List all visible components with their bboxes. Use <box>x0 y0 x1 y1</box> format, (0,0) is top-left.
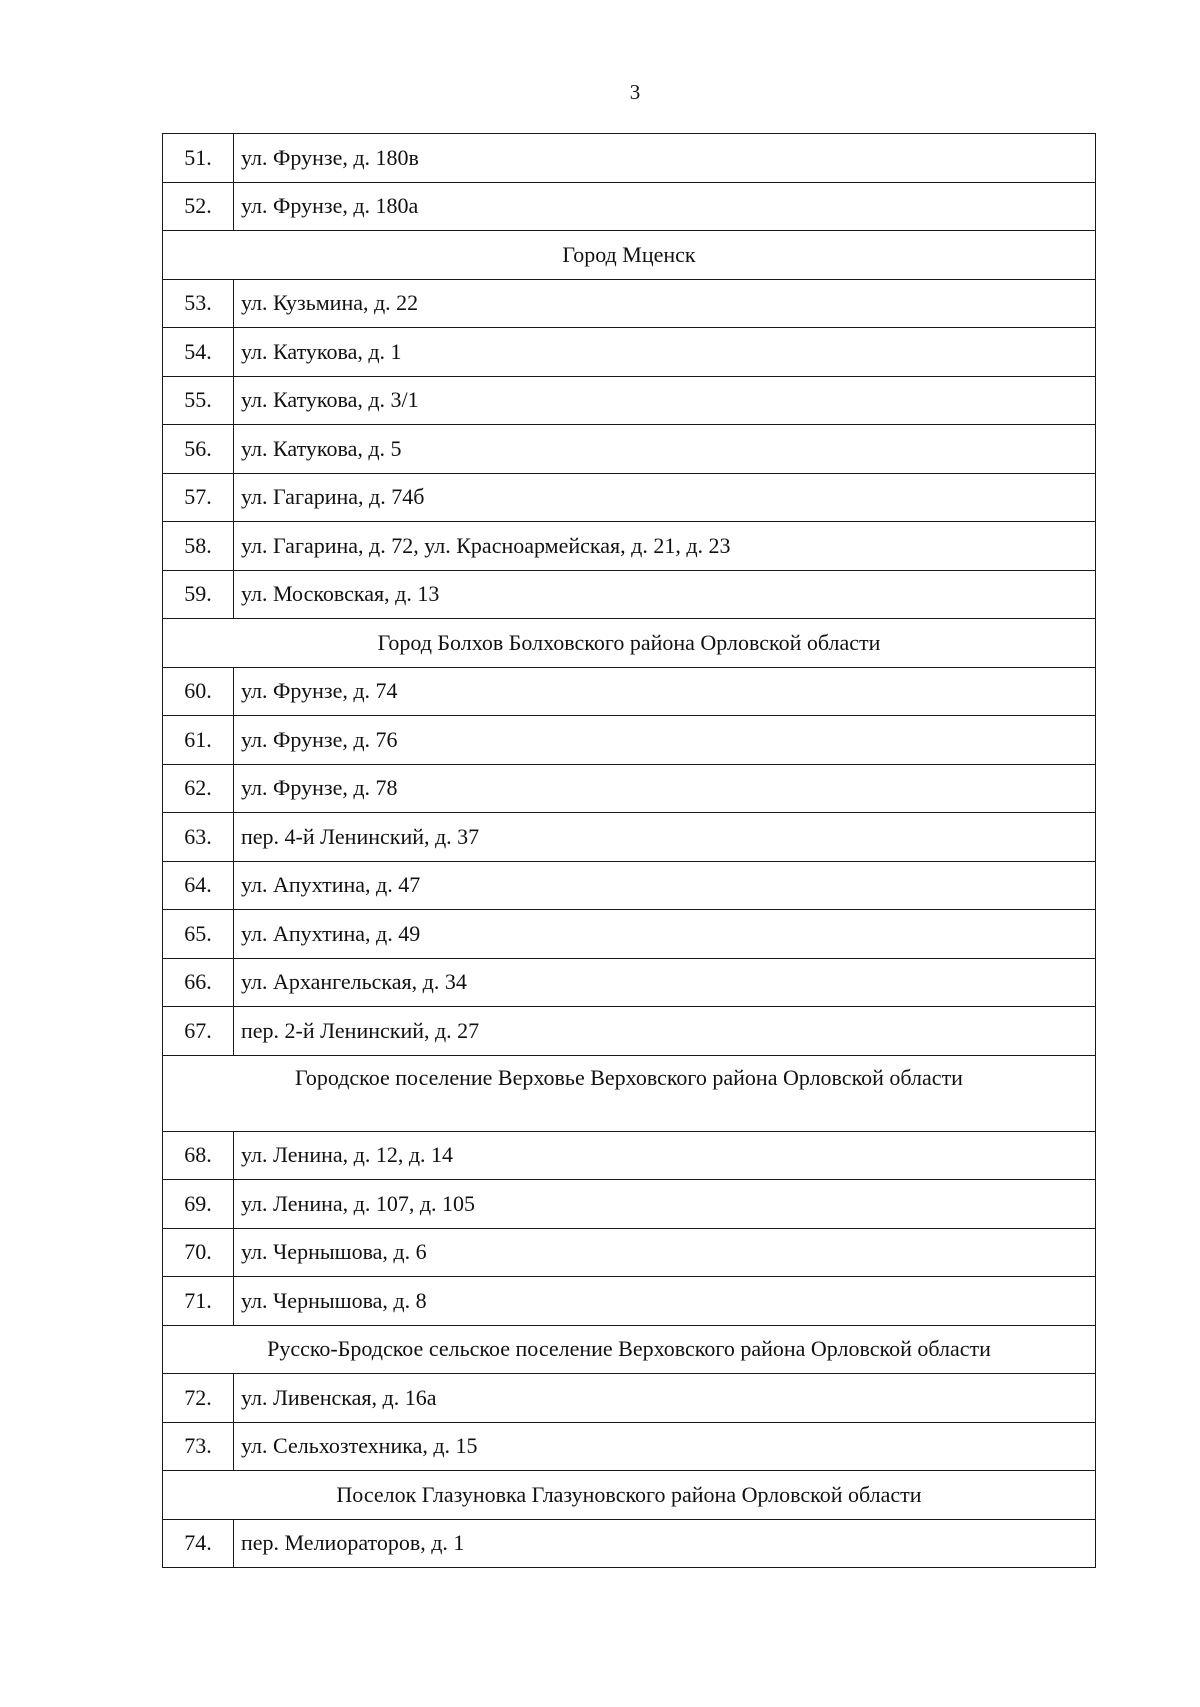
table-row <box>163 958 1096 1007</box>
row-number: 58. <box>163 522 234 571</box>
row-address: ул. Кузьмина, д. 22 <box>234 279 1096 328</box>
table-row <box>163 667 1096 716</box>
section-header-row <box>163 1325 1096 1374</box>
table-row <box>163 861 1096 910</box>
row-number: 59. <box>163 570 234 619</box>
table-row <box>163 522 1096 571</box>
row-address: ул. Катукова, д. 1 <box>234 328 1096 377</box>
section-title: Городское поселение Верховье Верховского района Орловской области <box>163 1055 1096 1131</box>
table-row <box>163 134 1096 183</box>
row-address: пер. Мелиораторов, д. 1 <box>234 1519 1096 1568</box>
table-row <box>163 1007 1096 1056</box>
row-number: 74. <box>163 1519 234 1568</box>
table-row <box>163 1422 1096 1471</box>
row-address: ул. Гагарина, д. 74б <box>234 473 1096 522</box>
row-address: ул. Чернышова, д. 8 <box>234 1277 1096 1326</box>
table-row <box>163 1519 1096 1568</box>
row-number: 60. <box>163 667 234 716</box>
row-number: 62. <box>163 764 234 813</box>
table-row <box>163 716 1096 765</box>
row-number: 66. <box>163 958 234 1007</box>
section-header-row <box>163 619 1096 668</box>
table-row <box>163 473 1096 522</box>
row-address: ул. Фрунзе, д. 180а <box>234 182 1096 231</box>
row-number: 72. <box>163 1374 234 1423</box>
section-title: Русско-Бродское сельское поселение Верховского района Орловской области <box>163 1325 1096 1374</box>
row-address: ул. Ливенская, д. 16а <box>234 1374 1096 1423</box>
table-row <box>163 425 1096 474</box>
row-address: ул. Гагарина, д. 72, ул. Красноармейская, д. 21, д. 23 <box>234 522 1096 571</box>
row-address: ул. Архангельская, д. 34 <box>234 958 1096 1007</box>
section-header-row <box>163 1055 1096 1131</box>
table-row <box>163 813 1096 862</box>
address-table-body <box>163 134 1096 1568</box>
table-row <box>163 1131 1096 1180</box>
row-number: 63. <box>163 813 234 862</box>
row-address: ул. Фрунзе, д. 74 <box>234 667 1096 716</box>
row-number: 68. <box>163 1131 234 1180</box>
row-address: ул. Ленина, д. 12, д. 14 <box>234 1131 1096 1180</box>
row-number: 54. <box>163 328 234 377</box>
table-row <box>163 1180 1096 1229</box>
row-address: пер. 4-й Ленинский, д. 37 <box>234 813 1096 862</box>
row-address: ул. Апухтина, д. 49 <box>234 910 1096 959</box>
table-row <box>163 279 1096 328</box>
row-address: ул. Фрунзе, д. 76 <box>234 716 1096 765</box>
row-address: ул. Чернышова, д. 6 <box>234 1228 1096 1277</box>
table-row <box>163 570 1096 619</box>
row-address: пер. 2-й Ленинский, д. 27 <box>234 1007 1096 1056</box>
row-address: ул. Фрунзе, д. 180в <box>234 134 1096 183</box>
table-row <box>163 1228 1096 1277</box>
row-number: 53. <box>163 279 234 328</box>
table-row <box>163 764 1096 813</box>
row-number: 51. <box>163 134 234 183</box>
row-number: 61. <box>163 716 234 765</box>
row-address: ул. Ленина, д. 107, д. 105 <box>234 1180 1096 1229</box>
row-number: 73. <box>163 1422 234 1471</box>
row-address: ул. Катукова, д. 5 <box>234 425 1096 474</box>
section-title: Поселок Глазуновка Глазуновского района Орловской области <box>163 1471 1096 1520</box>
table-row <box>163 1374 1096 1423</box>
row-number: 52. <box>163 182 234 231</box>
row-number: 70. <box>163 1228 234 1277</box>
row-number: 57. <box>163 473 234 522</box>
section-title: Город Мценск <box>163 231 1096 280</box>
row-address: ул. Апухтина, д. 47 <box>234 861 1096 910</box>
row-number: 56. <box>163 425 234 474</box>
section-header-row <box>163 231 1096 280</box>
row-number: 67. <box>163 1007 234 1056</box>
row-number: 69. <box>163 1180 234 1229</box>
row-address: ул. Московская, д. 13 <box>234 570 1096 619</box>
table-row <box>163 182 1096 231</box>
row-number: 71. <box>163 1277 234 1326</box>
table-row <box>163 328 1096 377</box>
page-number: 3 <box>629 80 641 104</box>
table-row <box>163 376 1096 425</box>
section-header-row <box>163 1471 1096 1520</box>
row-address: ул. Фрунзе, д. 78 <box>234 764 1096 813</box>
row-number: 65. <box>163 910 234 959</box>
address-table <box>162 133 1096 1568</box>
row-number: 64. <box>163 861 234 910</box>
row-address: ул. Катукова, д. 3/1 <box>234 376 1096 425</box>
section-title: Город Болхов Болховского района Орловской области <box>163 619 1096 668</box>
table-row <box>163 910 1096 959</box>
table-row <box>163 1277 1096 1326</box>
row-address: ул. Сельхозтехника, д. 15 <box>234 1422 1096 1471</box>
row-number: 55. <box>163 376 234 425</box>
